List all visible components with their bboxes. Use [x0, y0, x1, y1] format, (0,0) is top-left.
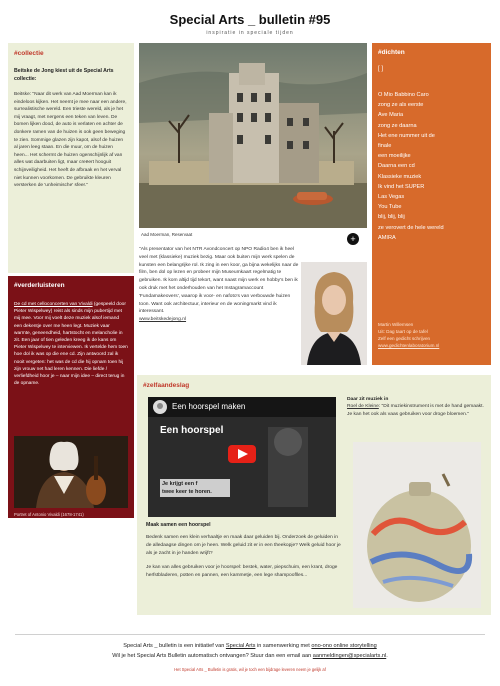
- collectie-tag: #collectie: [14, 50, 44, 57]
- page-subtitle: inspiratie in speciale tijden: [206, 30, 294, 36]
- video-title: Een hoorspel maken: [172, 402, 246, 411]
- poem-line: zong ze als eerste: [378, 102, 424, 109]
- video-heading: Een hoorspel: [160, 425, 224, 436]
- poem-line: ze verovert de hele wereld: [378, 224, 444, 231]
- verderluisteren-body: [14, 301, 128, 387]
- credit-book: Zelf een gedicht schrijven: [378, 336, 431, 341]
- roel-de-kleine-link[interactable]: Roel de Kleine: [347, 404, 379, 410]
- poem-lines: [378, 90, 485, 243]
- poem-line: O Mio Babbino Caro: [378, 92, 429, 98]
- footer-text: Special Arts _ bulletin is een initiatief van: [123, 643, 226, 649]
- vivaldi-cd-link[interactable]: De cd met celloconcerten van Vivaldi: [14, 302, 93, 307]
- ceramic-vase-image: [353, 442, 481, 608]
- verderluisteren-tag: #verderluisteren: [14, 282, 65, 289]
- bio-text: "Als presentator van het NTR Avondconcert op NPO Radio4 ben ik heel veel met (klassieke) muziek bezig. Maar ook buiten mijn werk spelen de kunsten een belangrijke rol. Ik zing in een koor, ga bijna wekelijks naar de film, ben dol op lezen en probeer mijn Museumkaart regelmatig te gebruiken. Ik kom altijd tijd tekort, want naast mijn werk en hobby's ben ik ook druk met het onderhouden van het Instagramaccount 'Fundamakeovers', waarop ik voor- en nafoto's van verbouwde huizen toon. Want ook architectuur, interieur en de woningmarkt vind ik interessant.: [139, 247, 299, 315]
- page-header: [0, 12, 500, 36]
- muziek-quote: : "Dit muziekinstrument is met de hand gemaakt. Je kan het ook als vaas gebruiken voor droge bloemen.": [347, 404, 484, 417]
- collectie-lead: Beitske de Jong kiest uit de Special Arts collectie:: [14, 68, 114, 82]
- credit-org: Uit: Dag taart op de tafel: [378, 329, 428, 334]
- page-title: Special Arts _ bulletin #95: [169, 12, 331, 27]
- zelfaandeslag-tag: #zelfaandeslag: [143, 382, 190, 389]
- footer-text: Wil je het Special Arts Bulletin automatisch ontvangen? Stuur dan een email aan: [112, 653, 313, 659]
- poem-line: Klassieke muziek: [378, 173, 422, 180]
- beitske-website-link[interactable]: www.beitskedejong.nl: [139, 317, 187, 323]
- zelfaandeslag-panel: [137, 375, 491, 615]
- hoorspel-paragraph-1: Bedenk samen een klein verhaaltje en maak daar geluiden bij. Onderzoek de geluiden in de alledaagse dingen om je heen. Welk geluid zit er in een theekopje? Welk geluid hoor je als je zacht in je handen wrijft?: [146, 535, 341, 556]
- footer-text: .: [386, 653, 388, 659]
- vivaldi-portrait-image: [14, 436, 128, 508]
- dichten-panel: [372, 43, 491, 365]
- special-arts-link[interactable]: Special Arts: [225, 643, 256, 649]
- poem-line: AMIRA: [378, 234, 396, 241]
- collectie-panel: [8, 43, 134, 273]
- footer-line-1: [0, 641, 500, 651]
- reservaat-painting-image[interactable]: [139, 43, 367, 228]
- video-line-1: Je krijgt een f: [162, 481, 198, 487]
- hoorspel-text: [146, 534, 344, 580]
- poem-title: [ ]: [378, 66, 384, 72]
- poem-line: blij, blij, blij: [378, 214, 405, 221]
- beitske-bio: [139, 246, 299, 324]
- poem-line: Het ene nummer uit de: [378, 132, 435, 139]
- poem-line: You Tube: [378, 204, 402, 211]
- gedichtenlaboratorium-link[interactable]: www.gedichtenlaboratorium.nl: [378, 343, 440, 348]
- hoorspel-video-player[interactable]: [148, 397, 336, 517]
- poem-credit: [378, 321, 439, 349]
- verderluisteren-panel: [8, 276, 134, 518]
- collectie-body: Beitske: "Naar dit werk van Aad Moerman kan ik eindeloos kijken. Het neemt je mee naar een andere, surrealistische wereld. Een trieste wereld, als je het mij vraagt, met nergens een teken van leven. De bomen lijken dood, de auto is verlaten en achter de donkere ramen van de huizen is ook geen beweging te zien. Sommige glazen zijn kapot, alsof de huizen al jaren leeg staan. En die muur, om de huizen heen... Het schermt de huizen ogenschijnlijk af van alles wat daarbuiten ligt, maar creëert hooguit schijnveiligheid. Het heeft de afbraak en het verval niet kunnen voorkomen. De gebruikte kleuren versterken de 'unheimische' sfeer.": [14, 92, 127, 189]
- muziek-block: [347, 396, 487, 418]
- muziek-text: [347, 403, 487, 418]
- footer: [0, 641, 500, 672]
- poem-line: zong ze daarna: [378, 122, 417, 129]
- aanmeldingen-email-link[interactable]: aanmeldingen@specialarts.nl: [312, 653, 387, 659]
- poem-line: Ik vind het SUPER: [378, 183, 425, 190]
- ono-ono-link[interactable]: ono-ono online storytelling: [311, 643, 377, 649]
- poem-line: Las Vegas: [378, 194, 405, 201]
- footer-note: Het Special Arts _ Bulletin is gratis, wil je toch een bijdrage leveren neem je gelijk af: [174, 667, 326, 672]
- poem-line: Daarna een cd: [378, 163, 415, 170]
- painting-caption: Aad Moerman, Reservaat: [141, 232, 193, 237]
- footer-line-2: [0, 651, 500, 661]
- verderluisteren-text: (gespeeld door Pieter Wispelwey) reist als sinds mijn pubertijd met mij mee. Voor mij voelt deze muziek alsof iemand een dekentje over me heen legt. Muziek vaar warmte, geneendheid, hartstocht en melancholie in zit. Een jaar of tien geleden kreeg ik de kans om Pieter Wispelwey te interviewen. Ik vertelde hem toen hoe dol ik was op die ene cd. Zijn antwoord zal ik nooit vergeten: het was de cd die hij opnam toen hij zijn vrouw net had leren kennen. Die liefde / verliefdheid hoor je – naar mijn idee – direct terug in de opname.: [14, 302, 128, 387]
- credit-name: Martin Willemsen: [378, 322, 414, 327]
- expand-plus-button[interactable]: +: [347, 233, 359, 245]
- muziek-title: Daar zit muziek in: [347, 397, 389, 402]
- poem-line: een moeilijke: [378, 153, 411, 160]
- video-line-2: twee keer te horen.: [162, 489, 212, 495]
- footer-divider: [15, 634, 485, 635]
- footer-text: in samenwerking met: [255, 643, 312, 649]
- hoorspel-paragraph-2: Je kan van alles gebruiken voor je hoorspel: bestek, water, piepschuim, een krant, droge herfstbladeren, potten en pannen, een kammetje, een lege shampooflles...: [146, 565, 338, 579]
- poem-line: Ave Maria: [378, 112, 404, 119]
- hoorspel-title: Maak samen een hoorspel: [146, 522, 211, 528]
- poem-line: finale: [378, 143, 392, 150]
- portrait-caption: Portret of Antonio Vivaldi (1678-1741): [14, 512, 84, 517]
- dichten-tag: #dichten: [378, 49, 405, 56]
- left-column: [8, 43, 134, 518]
- beitske-photo: [301, 262, 367, 365]
